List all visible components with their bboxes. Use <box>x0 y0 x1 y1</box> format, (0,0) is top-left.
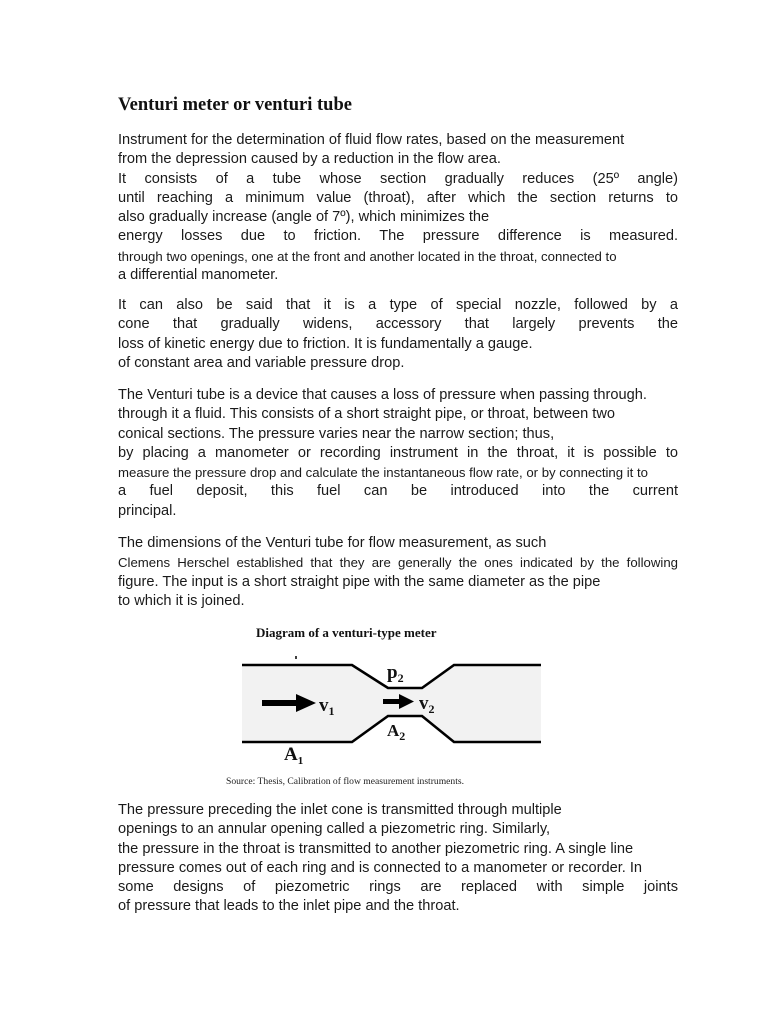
text-line: energy losses due to friction. The pressure difference is measured. <box>118 228 678 245</box>
text-line: The dimensions of the Venturi tube for flow measurement, as such <box>118 535 547 551</box>
paragraph-2 <box>118 296 678 373</box>
paragraph-3 <box>118 386 678 521</box>
venturi-diagram <box>236 648 548 770</box>
label-a1: $A_1$ <box>284 744 304 767</box>
paragraph-1 <box>118 131 678 285</box>
label-v2: $v_2$ <box>419 693 435 716</box>
text-line: the pressure in the throat is transmitted to another piezometric ring. A single line <box>118 840 634 857</box>
text-line: measure the pressure drop and calculate the instantaneous flow rate, or by connecting it to <box>118 465 649 481</box>
text-line: also gradually increase (angle of 7º), which minimizes the <box>118 209 490 226</box>
text-line: openings to an annular opening called a piezometric ring. Similarly, <box>118 821 551 838</box>
text-line: cone that gradually widens, accessory that largely prevents the <box>118 316 678 333</box>
text-line: to which it is joined. <box>118 592 245 609</box>
text-line: The pressure preceding the inlet cone is transmitted through multiple <box>118 802 562 818</box>
text-line: pressure comes out of each ring and is connected to a manometer or recorder. In <box>118 859 643 876</box>
text-line: It can also be said that it is a type of special nozzle, followed by a <box>118 297 678 313</box>
text-line: of constant area and variable pressure drop. <box>118 354 405 371</box>
text-line: Instrument for the determination of fluid flow rates, based on the measurement <box>118 132 625 148</box>
text-line: conical sections. The pressure varies near the narrow section; thus, <box>118 425 555 442</box>
text-line: of pressure that leads to the inlet pipe and the throat. <box>118 898 460 915</box>
text-line: loss of kinetic energy due to friction. It is fundamentally a gauge. <box>118 335 533 352</box>
label-v1: $v_1$ <box>319 695 335 718</box>
text-line: It consists of a tube whose section gradually reduces (25º angle) <box>118 170 678 187</box>
text-line: principal. <box>118 502 177 519</box>
text-line: a differential manometer. <box>118 267 279 284</box>
paragraph-4 <box>118 534 678 611</box>
label-a2: $A_2$ <box>387 721 406 743</box>
text-line: figure. The input is a short straight pipe with the same diameter as the pipe <box>118 573 601 590</box>
paragraph-5 <box>118 801 678 917</box>
text-line: Clemens Herschel established that they are generally the ones indicated by the following <box>118 555 678 571</box>
text-line: from the depression caused by a reduction in the flow area. <box>118 151 501 168</box>
text-line: a fuel deposit, this fuel can be introduced into the current <box>118 483 678 500</box>
figure-caption: Diagram of a venturi-type meter <box>256 625 437 640</box>
text-line: through two openings, one at the front and another located in the throat, connected to <box>118 248 617 264</box>
text-line: The Venturi tube is a device that causes a loss of pressure when passing through. <box>118 387 647 403</box>
label-p2: $p_2$ <box>387 662 404 685</box>
text-line: some designs of piezometric rings are replaced with simple joints <box>118 879 678 896</box>
document-title: Venturi meter or venturi tube <box>118 95 352 115</box>
text-line: by placing a manometer or recording instrument in the throat, it is possible to <box>118 444 678 461</box>
venturi-diagram-svg <box>236 648 548 770</box>
text-line: through it a fluid. This consists of a short straight pipe, or throat, between two <box>118 406 615 423</box>
figure-source: Source: Thesis, Calibration of flow measurement instruments. <box>226 776 465 787</box>
text-line: until reaching a minimum value (throat), after which the section returns to <box>118 189 678 206</box>
